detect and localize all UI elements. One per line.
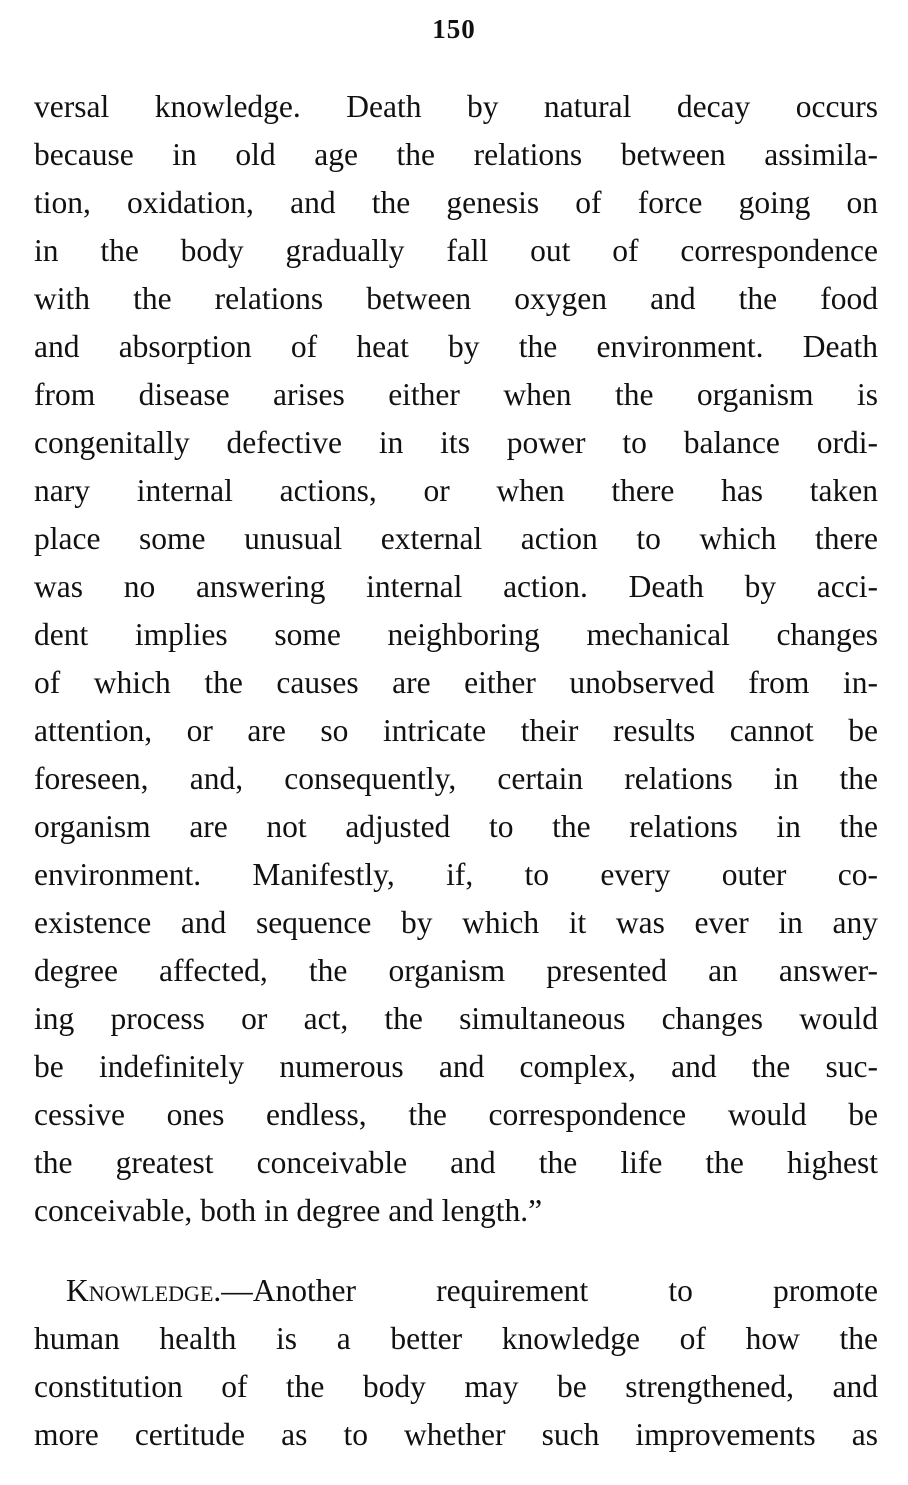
paragraph-knowledge (34, 1267, 878, 1459)
paragraph-line (34, 1267, 878, 1315)
paragraph-line: constitution of the body may be strengthened, and (34, 1369, 878, 1404)
paragraph-line: place some unusual external action to which there (34, 521, 878, 556)
paragraph-line: of which the causes are either unobserved from in- (34, 665, 878, 700)
paragraph-line: versal knowledge. Death by natural decay occurs (34, 89, 878, 124)
paragraph-line: congenitally defective in its power to balance ordi- (34, 425, 878, 460)
paragraph-quote-continuation (34, 83, 878, 1235)
paragraph-line: because in old age the relations between assimila- (34, 137, 878, 172)
paragraph-line: tion, oxidation, and the genesis of force going on (34, 185, 878, 220)
paragraph-line: more certitude as to whether such improvements as (34, 1417, 878, 1452)
paragraph-line: was no answering internal action. Death by acci- (34, 569, 878, 604)
paragraph-line: the greatest conceivable and the life the highest (34, 1145, 878, 1180)
paragraph-line: in the body gradually fall out of correspondence (34, 233, 878, 268)
section-heading: Knowledge. (66, 1273, 222, 1308)
paragraph-line-text: —Another requirement to promote (221, 1273, 878, 1308)
paragraph-line: cessive ones endless, the correspondence would be (34, 1097, 878, 1132)
paragraph-line: conceivable, both in degree and length.” (34, 1193, 543, 1228)
paragraph-line: ing process or act, the simultaneous changes would (34, 1001, 878, 1036)
page-number: 150 (432, 14, 476, 44)
paragraph-line: human health is a better knowledge of how the (34, 1321, 878, 1356)
paragraph-line: with the relations between oxygen and the food (34, 281, 878, 316)
paragraph-line: existence and sequence by which it was ever in any (34, 905, 878, 940)
paragraph-line: foreseen, and, consequently, certain relations in the (34, 761, 878, 796)
paragraph-line: attention, or are so intricate their results cannot be (34, 713, 878, 748)
paragraph-line: degree affected, the organism presented an answer- (34, 953, 878, 988)
paragraph-line: and absorption of heat by the environment. Death (34, 329, 878, 364)
paragraph-line: from disease arises either when the organism is (34, 377, 878, 412)
paragraph-line: organism are not adjusted to the relations in the (34, 809, 878, 844)
paragraph-line: be indefinitely numerous and complex, and the suc- (34, 1049, 878, 1084)
paragraph-line: nary internal actions, or when there has taken (34, 473, 878, 508)
paragraph-line: dent implies some neighboring mechanical changes (34, 617, 878, 652)
paragraph-line: environment. Manifestly, if, to every outer co- (34, 857, 878, 892)
